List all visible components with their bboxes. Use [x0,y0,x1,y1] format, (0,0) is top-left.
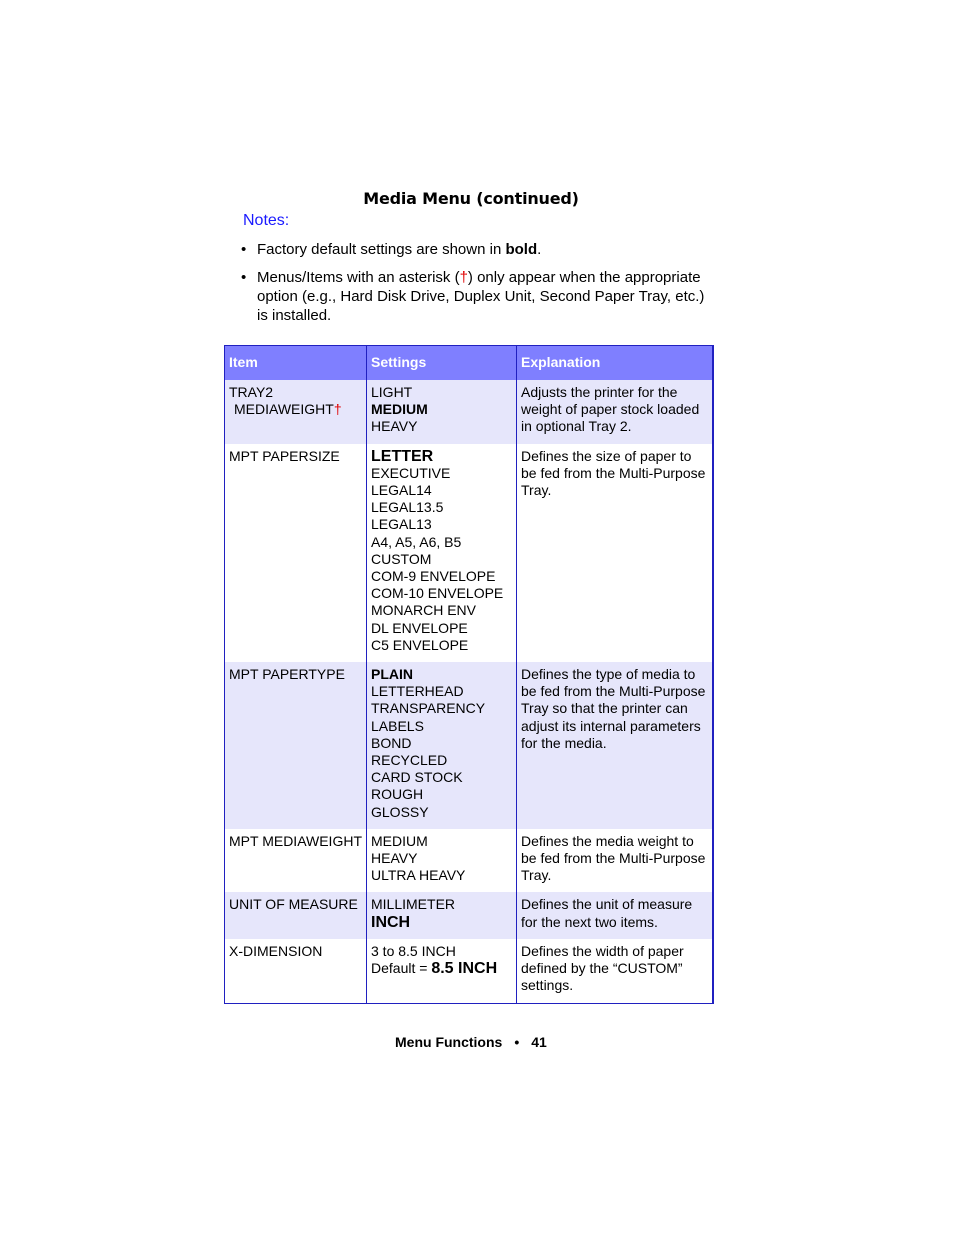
table-row-x-dimension [225,939,713,1003]
header-item: Item [225,346,367,381]
item-name-cont [229,401,362,418]
settings-cell [367,662,517,829]
explanation-cell: Defines the size of paper to be fed from the Multi-Purpose Tray. [517,444,713,662]
settings-cell [367,939,517,1003]
item-cell: MPT PAPERTYPE [225,662,367,829]
footer-section: Menu Functions [395,1034,503,1050]
header-settings: Settings [367,346,517,381]
setting-option: COM-9 ENVELOPE [371,568,496,585]
setting-option: HEAVY [371,850,418,867]
item-cell: MPT PAPERSIZE [225,444,367,662]
setting-option: LEGAL14 [371,482,432,499]
page-footer [395,1034,547,1050]
table-row-unit-of-measure [225,892,713,938]
explanation-cell: Defines the media weight to be fed from the Multi-Purpose Tray. [517,829,713,893]
setting-default-line [371,960,512,977]
setting-option: RECYCLED [371,752,448,769]
note-period: . [537,241,542,258]
default-label: Default = [371,960,432,977]
note-bold-word: bold [505,241,538,258]
settings-cell [367,892,517,938]
item-cell [225,380,367,444]
table-row-mpt-papersize [225,444,713,662]
notes-list [241,240,711,334]
setting-option: COM-10 ENVELOPE [371,585,504,602]
table-row-mpt-papertype [225,662,713,829]
setting-option: LABELS [371,717,424,734]
item-cell: MPT MEDIAWEIGHT [225,829,367,893]
setting-option: CARD STOCK [371,769,463,786]
item-cell: X-DIMENSION [225,939,367,1003]
notes-label: Notes: [243,212,290,229]
explanation-cell: Defines the unit of measure for the next two items. [517,892,713,938]
settings-cell [367,444,517,662]
explanation-cell: Defines the type of media to be fed from the Multi-Purpose Tray so that the printer can adjust its internal parameters for the media. [517,662,713,829]
setting-option: MEDIUM [371,832,428,849]
setting-option: ROUGH [371,786,424,803]
header-explanation: Explanation [517,346,713,381]
table-row-tray2-mediaweight [225,380,713,444]
note-text-rest: ) only appear when the appropriate option (e.g., Hard Disk Drive, Duplex Unit, Second Paper Tray, etc.) is installed. [257,269,705,324]
setting-option-default: MEDIUM [371,401,428,418]
setting-option: LIGHT [371,384,413,400]
setting-option: MONARCH ENV [371,602,477,619]
setting-option: HEAVY [371,418,418,435]
setting-option: LEGAL13.5 [371,499,444,516]
setting-option-default: LETTER [371,447,434,465]
setting-option: LETTERHEAD [371,683,464,700]
setting-option: LEGAL13 [371,516,432,533]
bullet-icon: • [241,241,247,258]
item-name-line2: MEDIAWEIGHT [234,401,334,418]
settings-cell [367,829,517,893]
setting-option-default: INCH [371,913,411,931]
default-value: 8.5 INCH [431,960,498,978]
setting-option: A4, A5, A6, B5 [371,533,462,550]
setting-option: DL ENVELOPE [371,619,468,636]
setting-option: EXECUTIVE [371,464,451,481]
item-cell: UNIT OF MEASURE [225,892,367,938]
note-text: Factory default settings are shown in [257,241,506,258]
note-asterisk-items [241,268,711,325]
setting-option: ULTRA HEAVY [371,867,466,884]
setting-option: CUSTOM [371,550,432,567]
item-name: TRAY2 [229,384,274,400]
explanation-cell: Defines the width of paper defined by the “CUSTOM” settings. [517,939,713,1003]
explanation-cell: Adjusts the printer for the weight of paper stock loaded in optional Tray 2. [517,380,713,444]
page-title: Media Menu (continued) [363,189,579,208]
setting-option: MILLIMETER [371,896,456,913]
page-number: 41 [531,1034,547,1050]
media-menu-table [224,345,714,1004]
bullet-icon: • [241,269,247,286]
setting-option: GLOSSY [371,803,429,820]
setting-option: 3 to 8.5 INCH [371,942,456,959]
table-header-row [225,346,713,381]
setting-option: C5 ENVELOPE [371,636,469,653]
dagger-icon: † [459,269,468,286]
settings-cell [367,380,517,444]
setting-option-default: PLAIN [371,666,413,683]
note-default-settings [241,240,711,259]
setting-option: BOND [371,734,412,751]
table-row-mpt-mediaweight [225,829,713,893]
dagger-icon: † [333,401,342,418]
note-text: Menus/Items with an asterisk ( [257,269,460,286]
setting-option: TRANSPARENCY [371,700,486,717]
footer-bullet-icon: • [514,1034,520,1050]
